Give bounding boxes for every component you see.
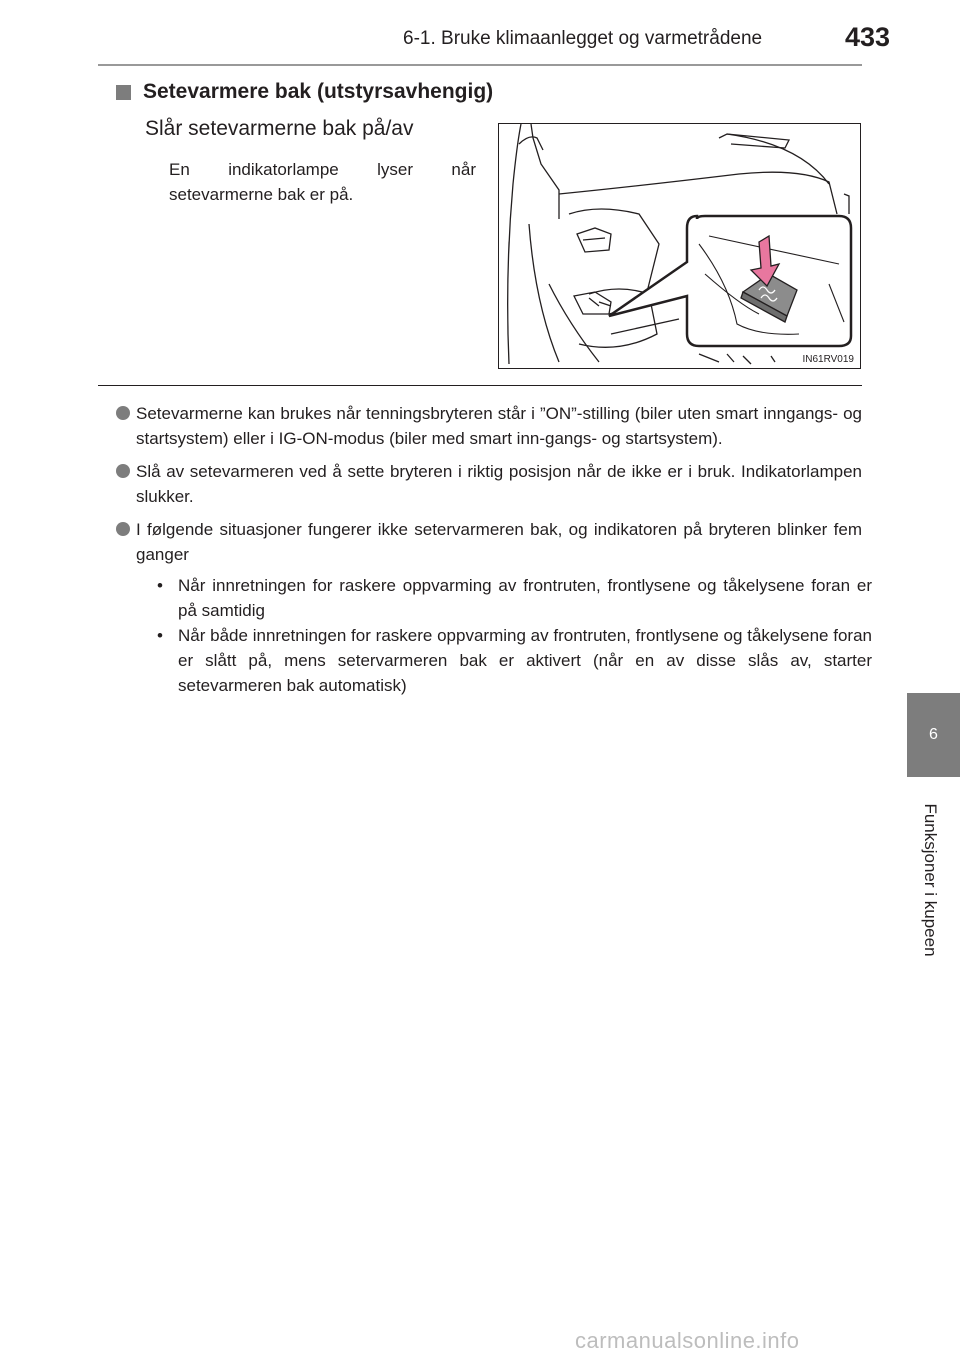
chapter-tab: 6 [907, 693, 960, 777]
bullet-dot-icon [116, 406, 130, 420]
chapter-title: Funksjoner i kupeen [921, 803, 940, 957]
sub-note-item [152, 573, 872, 623]
watermark: carmanualsonline.info [575, 1328, 800, 1353]
page-number: 433 [845, 22, 891, 52]
bullet-dot-icon [116, 464, 130, 478]
note-text: Setevarmerne kan brukes når tenningsbryteren står i ”ON”-stilling (biler uten smart inngangs- og startsystem) eller i IG-ON-modus (biler med smart inn-gangs- og startsystem). [136, 404, 862, 448]
sub-notes-list [136, 573, 872, 698]
description: En indikatorlampe lyser når setevarmerne bak er på. [169, 160, 476, 204]
sub-note-text: Når både innretningen for raskere oppvarming av frontruten, frontlysene og tåkelysene foran er slått på, mens setervarmeren bak er aktivert (når en av disse slås av, starter setevarmeren bak automatisk) [178, 626, 872, 695]
heading-square-icon [116, 85, 131, 100]
note-text: I følgende situasjoner fungerer ikke setervarmeren bak, og indikatoren på bryteren blinker fem ganger [136, 520, 862, 564]
seat-heater-illustration [498, 123, 861, 369]
subheading: Slår setevarmerne bak på/av [145, 117, 414, 140]
sub-bullet-icon: • [157, 626, 163, 645]
sub-note-text: Når innretningen for raskere oppvarming av frontruten, frontlysene og tåkelysene foran er på samtidig [178, 576, 872, 620]
note-text: Slå av setevarmeren ved å sette bryteren i riktig posisjon når de ikke er i bruk. Indikatorlampen slukker. [136, 462, 862, 506]
section-heading [116, 80, 493, 104]
bullet-dot-icon [116, 522, 130, 536]
section-heading-text: Setevarmere bak (utstyrsavhengig) [143, 80, 494, 103]
sub-note-item [152, 623, 872, 698]
note-item [112, 517, 872, 698]
figure-code: IN61RV019 [802, 354, 854, 365]
header-section-title: 6-1. Bruke klimaanlegget og varmetrådene [403, 28, 763, 49]
rear-seat-heater-switch-illustration [499, 124, 861, 369]
note-item [112, 459, 862, 509]
header-divider [98, 64, 862, 66]
sub-bullet-icon: • [157, 576, 163, 595]
section-divider [98, 385, 862, 386]
note-item [112, 401, 862, 451]
notes-list [112, 401, 872, 706]
